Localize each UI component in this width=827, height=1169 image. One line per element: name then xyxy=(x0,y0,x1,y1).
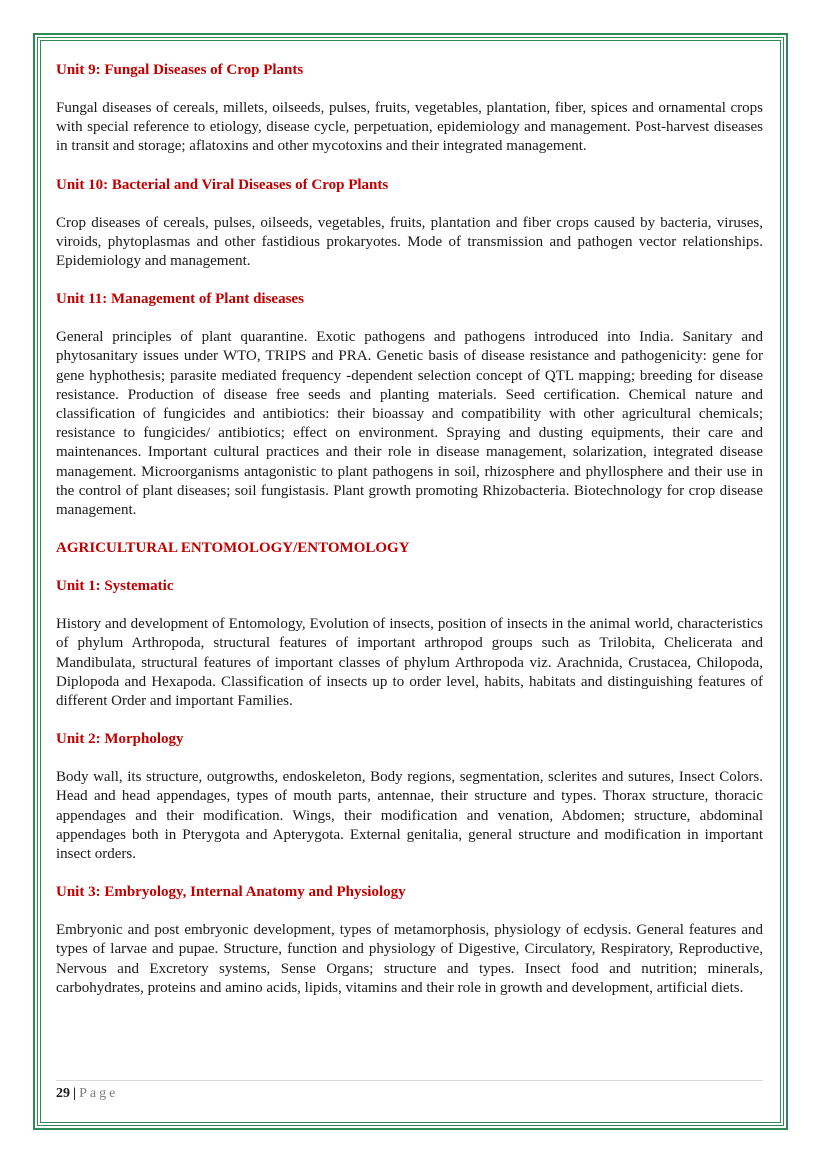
page-label: Page xyxy=(79,1086,119,1101)
section-unit-1 xyxy=(56,577,763,711)
section-unit-2 xyxy=(56,730,763,864)
section-body: History and development of Entomology, Evolution of insects, position of insects in the animal world, characteristics of phylum Arthropoda, structural features of important arthropod groups such as Trilobita, Chelicerata and Mandibulata, structural features of important classes of phylum Arthropoda viz. Arachnida, Crustacea, Chilopoda, Diplopoda and Hexapoda. Classification of insects up to order level, habits, habitats and distinguishing features of different Order and important Families. xyxy=(56,616,763,710)
section-unit-10 xyxy=(56,176,763,272)
page-footer xyxy=(56,1085,118,1103)
section-entomology-title xyxy=(56,539,763,558)
page-number: 29 xyxy=(56,1086,70,1101)
section-heading: Unit 3: Embryology, Internal Anatomy and Physiology xyxy=(56,884,406,901)
subject-heading: AGRICULTURAL ENTOMOLOGY/ENTOMOLOGY xyxy=(56,540,410,557)
section-unit-9 xyxy=(56,61,763,157)
section-body: Crop diseases of cereals, pulses, oilseeds, vegetables, fruits, plantation and fiber crops caused by bacteria, viruses, viroids, phytoplasmas and other fastidious prokaryotes. Mode of transmission and pathogen vector relationships. Epidemiology and management. xyxy=(56,214,763,270)
section-unit-11 xyxy=(56,290,763,520)
section-heading: Unit 9: Fungal Diseases of Crop Plants xyxy=(56,62,304,78)
section-body: Fungal diseases of cereals, millets, oilseeds, pulses, fruits, vegetables, plantation, fiber, spices and ornamental crops with special reference to etiology, disease cycle, perpetuation, epidemiology and management. Post-harvest diseases in transit and storage; aflatoxins and other mycotoxins and their integrated management. xyxy=(56,100,763,155)
section-heading: Unit 1: Systematic xyxy=(56,578,174,595)
footer-separator: | xyxy=(73,1086,77,1101)
footer-divider xyxy=(56,1080,763,1081)
section-body: Embryonic and post embryonic development, types of metamorphosis, physiology of ecdysis. General features and types of larvae and pupae. Structure, function and physiology of Digestive, Circulatory, Respiratory, Reproductive, Nervous and Excretory systems, Sense Organs; structure and types. Insect food and nutrition; minerals, carbohydrates, proteins and amino acids, lipids, vitamins and their role in growth and development, artificial diets. xyxy=(56,922,763,996)
section-unit-3 xyxy=(56,883,763,998)
section-heading: Unit 2: Morphology xyxy=(56,731,184,748)
section-body: Body wall, its structure, outgrowths, endoskeleton, Body regions, segmentation, sclerites and sutures, Insect Colors. Head and head appendages, types of mouth parts, antennae, their structure and types. Thorax structure, thoracic appendages and their modification. Wings, their modification and venation, Abdomen; structure, abdominal appendages both in Pterygota and Apterygota. External genitalia, general structure and modification in important insect orders. xyxy=(56,769,763,863)
section-heading: Unit 10: Bacterial and Viral Diseases of Crop Plants xyxy=(56,176,389,193)
section-heading: Unit 11: Management of Plant diseases xyxy=(56,291,304,308)
section-body: General principles of plant quarantine. Exotic pathogens and pathogens introduced into India. Sanitary and phytosanitary issues under WTO, TRIPS and PRA. Genetic basis of disease resistance and pathogenicity: gene for gene hyphothesis; parasite mediated frequency -dependent selection concept of QTL mapping; breeding for disease resistance. Production of disease free seeds and planting materials. Seed certification. Chemical nature and classification of fungicides and antibiotics: their bioassay and compatibility with other agricultural chemicals; resistance to fungicides/ antibiotics; effect on environment. Spraying and dusting equipments, their care and maintenances. Important cultural practices and their role in disease management, solarization, integrated disease management. Microorganisms antagonistic to plant pathogens in soil, rhizosphere and phyllosphere and their use in the control of plant diseases; soil fungistasis. Plant growth promoting Rhizobacteria. Biotechnology for crop disease management. xyxy=(56,329,763,519)
document-content xyxy=(56,61,763,1017)
